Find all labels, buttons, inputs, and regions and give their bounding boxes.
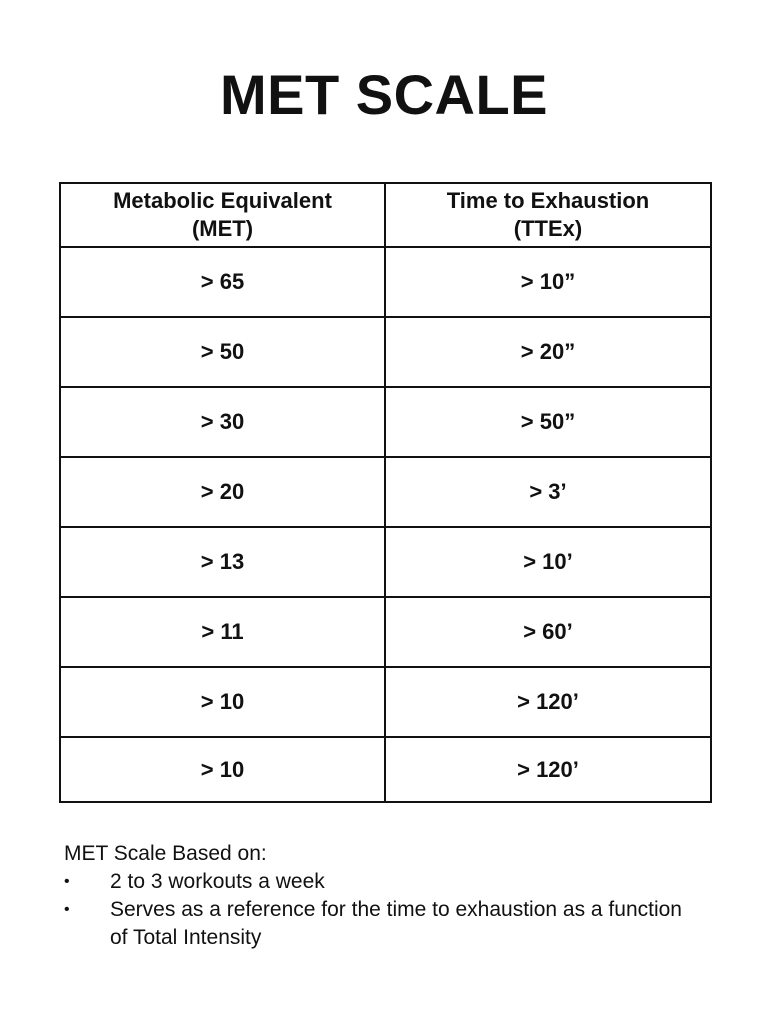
page-title: MET SCALE	[219, 63, 549, 126]
met-cell: > 10	[60, 737, 385, 802]
header-met-label: Metabolic Equivalent	[113, 188, 332, 213]
bullet-icon: •	[64, 873, 70, 890]
table-row	[60, 527, 711, 597]
bullet-icon: •	[64, 901, 70, 918]
list-item	[64, 896, 704, 952]
ttex-cell: > 120’	[385, 737, 711, 802]
met-cell: > 50	[60, 317, 385, 387]
table-row	[60, 457, 711, 527]
met-cell: > 30	[60, 387, 385, 457]
notes-list	[64, 868, 704, 952]
ttex-cell: > 20”	[385, 317, 711, 387]
header-ttex	[385, 183, 711, 247]
table-row	[60, 387, 711, 457]
table-row	[60, 247, 711, 317]
table-header-row	[60, 183, 711, 247]
ttex-cell: > 10”	[385, 247, 711, 317]
header-met	[60, 183, 385, 247]
ttex-cell: > 10’	[385, 527, 711, 597]
table-row	[60, 737, 711, 802]
header-met-abbrev: (MET)	[191, 216, 254, 241]
ttex-cell: > 50”	[385, 387, 711, 457]
met-cell: > 20	[60, 457, 385, 527]
met-cell: > 13	[60, 527, 385, 597]
ttex-cell: > 120’	[385, 667, 711, 737]
note-text: 2 to 3 workouts a week	[110, 870, 325, 893]
notes-heading: MET Scale Based on:	[64, 842, 267, 865]
met-cell: > 11	[60, 597, 385, 667]
table-row	[60, 667, 711, 737]
ttex-cell: > 3’	[385, 457, 711, 527]
notes-section	[64, 840, 704, 952]
table-row	[60, 597, 711, 667]
header-ttex-abbrev: (TTEx)	[513, 216, 583, 241]
table-row	[60, 317, 711, 387]
met-cell: > 10	[60, 667, 385, 737]
note-text: Serves as a reference for the time to exhaustion as a function of Total Intensity	[110, 898, 682, 949]
list-item	[64, 868, 704, 896]
met-cell: > 65	[60, 247, 385, 317]
met-scale-table	[59, 182, 712, 803]
header-ttex-label: Time to Exhaustion	[446, 188, 650, 213]
ttex-cell: > 60’	[385, 597, 711, 667]
